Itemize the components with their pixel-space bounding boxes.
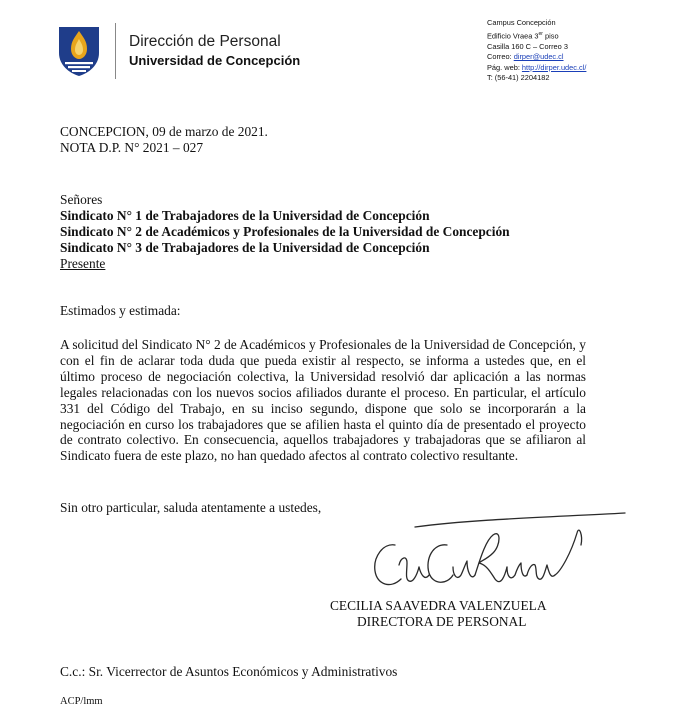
greeting: Estimados y estimada: (60, 303, 181, 318)
contact-block (487, 18, 586, 84)
signer-name: CECILIA SAAVEDRA VALENZUELA (330, 598, 547, 613)
recipient-line: Sindicato N° 1 de Trabajadores de la Universidad de Concepción (60, 208, 430, 223)
email-link[interactable]: dirper@udec.cl (513, 52, 564, 62)
recipient-line: Sindicato N° 2 de Académicos y Profesionales de la Universidad de Concepción (60, 224, 510, 239)
date-line: CONCEPCION, 09 de marzo de 2021. (60, 124, 268, 139)
closing-line: Sin otro particular, saluda atentamente a ustedes, (60, 500, 322, 515)
cc-line: C.c.: Sr. Vicerrector de Asuntos Económicos y Administrativos (60, 664, 398, 679)
contact-email-row: Correo: dirper@udec.cl (487, 52, 564, 62)
handwritten-signature (355, 505, 635, 600)
contact-web-row: Pág. web: http://dirper.udec.cl/ (487, 62, 587, 72)
reference-number: NOTA D.P. N° 2021 – 027 (60, 140, 204, 155)
typist-initials: ACP/lmm (60, 696, 103, 707)
web-link[interactable]: http://dirper.udec.cl/ (521, 62, 587, 72)
recipient-line: Sindicato N° 3 de Trabajadores de la Universidad de Concepción (60, 240, 430, 255)
salutation-label: Señores (60, 192, 103, 207)
university-name: Universidad de Concepción (129, 53, 301, 68)
contact-mailbox: Casilla 160 C – Correo 3 (487, 41, 568, 51)
presente-label: Presente (60, 256, 106, 271)
contact-campus: Campus Concepción (487, 18, 556, 27)
university-crest-icon (57, 25, 101, 77)
department-name: Dirección de Personal (129, 33, 281, 50)
body-paragraph: A solicitud del Sindicato N° 2 de Académicos y Profesionales de la Universidad de Concepción, y con el fin de aclarar toda duda que pueda existir al respecto, se informa a ustedes que, en el último proceso de negociación colectiva, la Universidad resolvió dar aplicación a las normas legales relacionadas con los nuevos socios afiliados durante el proceso. En particular, el artículo 331 del Código del Trabajo, en su inciso segundo, dispone que solo se incorporarán a la negociación en curso los trabajadores que se afilien hasta el quinto día de presentado el proyecto de contrato colectivo. En consecuencia, aquellos trabajadores y trabajadoras que se afiliaron al Sindicato fuera de este plazo, no han quedado afectos al contrato colectivo resultante. (60, 337, 586, 464)
signer-title: DIRECTORA DE PERSONAL (357, 614, 527, 629)
contact-building: Edificio Vraea 3er piso (487, 30, 559, 41)
header-divider (115, 23, 116, 79)
contact-phone: T: (56-41) 2204182 (487, 73, 550, 83)
